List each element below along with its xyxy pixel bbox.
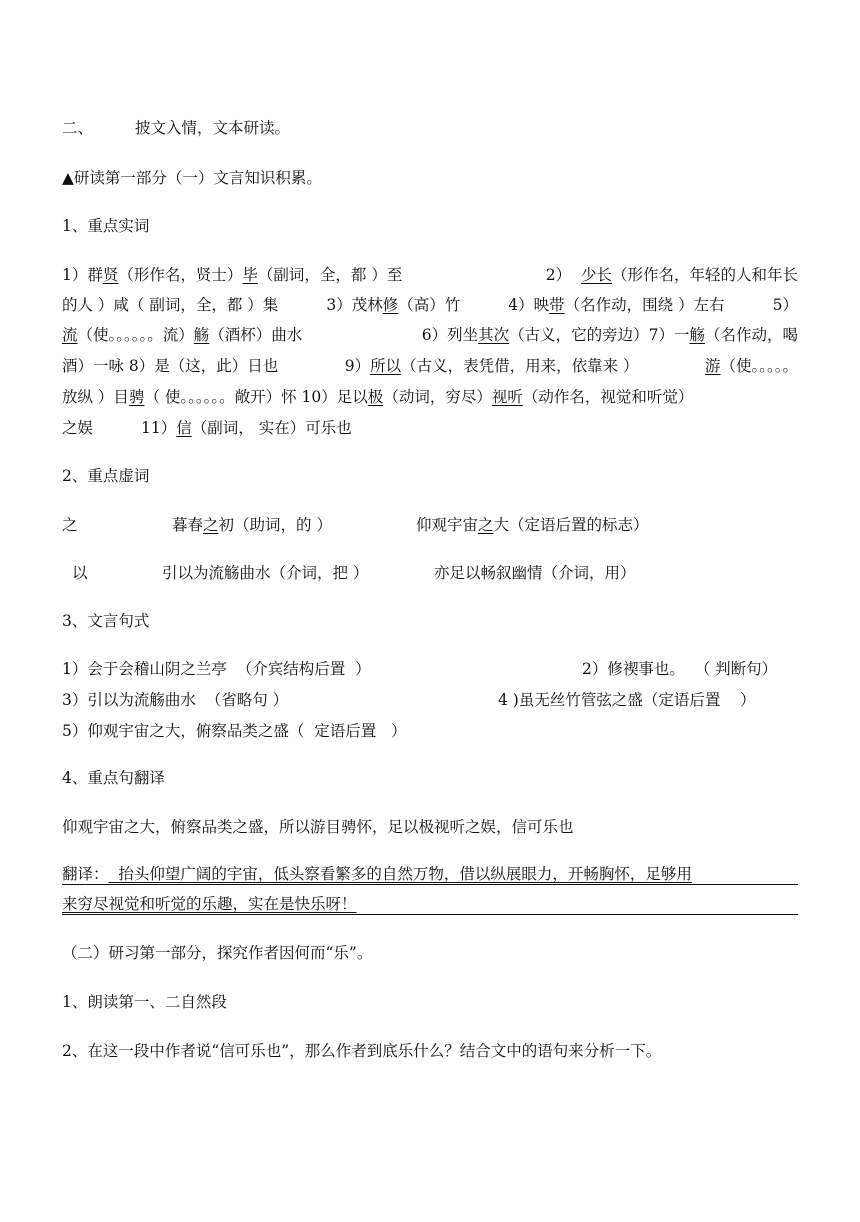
shici-line-1 (62, 265, 798, 285)
xuci-zhi-char: 之 (62, 516, 78, 534)
shici-item-1: 1）群贤（形作名，贤士）毕（副词，全，都 ）至 (62, 266, 403, 284)
jushi-item-2: 2）修禊事也。 （ 判断句） (582, 660, 778, 678)
section-title: 披文入情，文本研读。 (135, 119, 291, 137)
jushi-item-4: 4 )虽无丝竹管弦之盛（定语后置 ） (498, 691, 756, 709)
question-1: 1、朗读第一、二自然段 (62, 993, 227, 1011)
shici-line-5: 放纵 ）目骋（ 使。。。。。。敞开）怀 10）足以极（动词，穷尽）视听（动作名，视觉和听觉） (62, 388, 694, 406)
xuci-yi-char: 以 (72, 564, 88, 582)
translation-text-1: 抬头仰望广阔的宇宙，低头察看繁多的自然万物，借以纵展眼力，开畅胸怀，足够用 (108, 865, 692, 883)
shici-line-6: 之娱 11）信（副词， 实在）可乐也 (62, 419, 352, 437)
jushi-item-5: 5）仰观宇宙之大，俯察品类之盛（ 定语后置 ） (62, 722, 407, 740)
translation-line-1 (62, 864, 798, 885)
section-two-heading (62, 118, 290, 138)
xuci-yi-example-2: 亦足以畅叙幽情（介词，用） (434, 564, 636, 582)
part-one-heading: ▲研读第一部分（一）文言知识积累。 (62, 169, 322, 187)
shici-item-6-7: 6）列坐其次（古义，它的旁边）7）一觞（名作动，喝 (421, 326, 798, 344)
xuci-zhi-example-1: 暮春之初（助词，的 ） (172, 516, 332, 534)
shici-item-you: 游（使。。。。。 (704, 357, 798, 375)
jushi-item-3: 3）引以为流觞曲水 （省略句 ） (62, 691, 289, 709)
part-two-heading: （二）研习第一部分，探究作者因何而“乐”。 (62, 944, 373, 962)
subsection-2-title: 2、重点虚词 (62, 467, 150, 485)
shici-line-3 (62, 325, 798, 345)
shici-line-2: 的人 ）咸（ 副词，全，都 ）集 3）茂林修（高）竹 4）映带（名作动，围绕 ）左右 5） (62, 296, 798, 314)
subsection-4-title: 4、重点句翻译 (62, 769, 165, 787)
source-sentence: 仰观宇宙之大，俯察品类之盛，所以游目骋怀，足以极视听之娱，信可乐也 (62, 818, 574, 836)
question-2: 2、在这一段中作者说“信可乐也”，那么作者到底乐什么？结合文中的语句来分析一下。 (62, 1042, 662, 1060)
subsection-3-title: 3、文言句式 (62, 612, 150, 630)
subsection-1-title: 1、重点实词 (62, 217, 150, 235)
shici-line-4: 酒）一咏 8）是（这，此）日也 9）所以（古义，表凭借，用来，依靠来 ） 游（使。。。。。 (62, 357, 798, 375)
translation-label: 翻译： (62, 865, 109, 883)
shici-item-3: 3）茂林修（高）竹 (326, 296, 461, 314)
xuci-zhi-example-2: 仰观宇宙之大（定语后置的标志） (416, 516, 649, 534)
jushi-item-1: 1）会于会稽山阴之兰亭 （介宾结构后置 ） (62, 660, 371, 678)
shici-item-9: 9）所以（古义，表凭借，用来，依靠来 ） (344, 357, 639, 375)
section-number: 二、 (62, 119, 94, 137)
xuci-yi-example-1: 引以为流觞曲水（介词，把 ） (162, 564, 369, 582)
shici-item-2: 2） 少长（形作名，年轻的人和年长 (545, 266, 798, 284)
translation-text-2: 来穷尽视觉和听觉的乐趣，实在是快乐呀！ (62, 895, 357, 913)
shici-item-5: 流（使。。。。。。流）觞（酒杯）曲水 (62, 326, 303, 344)
shici-item-4: 4）映带（名作动，围绕 ）左右 (508, 296, 725, 314)
translation-line-2 (62, 894, 798, 915)
